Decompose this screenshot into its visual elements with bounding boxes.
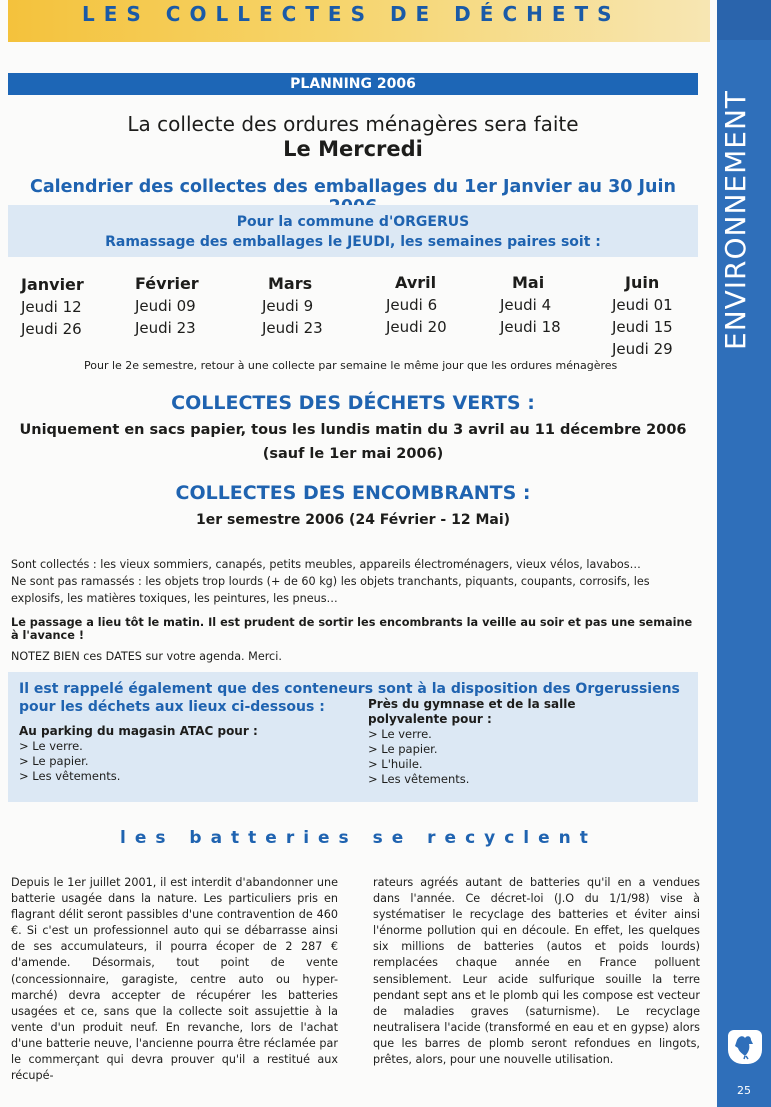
collection-date: Jeudi 01 bbox=[612, 296, 673, 314]
list-item: > Le papier. bbox=[368, 742, 438, 756]
month-column bbox=[135, 273, 199, 339]
batteries-column-2: rateurs agréés autant de batteries qu'il en a vendues dans l'année. Ce décret-loi (J.O du 1/1/98) vise à systématiser le recyclage des batteries et éviter ainsi l'énorme pollution qui en découle. En effet, les quelques six millions de batteries (autos et poids lourds) remplacées chaque année en France polluent sensiblement. Leur acide sulfurique souille la terre pendant sept ans et le plomb qui les compose est vecteur de maladies graves (saturnisme). Le recyclage neutralisera l'acide (transformé en eau et en gypse) alors que les barres de plomb seront refondues en lingots, prêtes, alors, pour une nouvelle utilisation. bbox=[373, 876, 700, 1067]
location-title: Au parking du magasin ATAC pour : bbox=[19, 724, 258, 738]
month-column bbox=[612, 272, 673, 360]
top-banner bbox=[8, 0, 710, 42]
collection-date: Jeudi 26 bbox=[21, 320, 82, 338]
household-day: Le Mercredi bbox=[283, 137, 423, 161]
collected-items: Sont collectés : les vieux sommiers, canapés, petits meubles, appareils électroménagers, vieux vélos, lavabos… bbox=[11, 558, 641, 571]
collection-date: Jeudi 20 bbox=[386, 318, 447, 336]
month-name: Janvier bbox=[21, 275, 84, 294]
green-waste-exception: (sauf le 1er mai 2006) bbox=[262, 446, 444, 462]
batteries-title: les batteries se recyclent bbox=[120, 828, 597, 848]
collection-date: Jeudi 09 bbox=[135, 297, 196, 315]
green-waste-title: COLLECTES DES DÉCHETS VERTS : bbox=[171, 392, 535, 414]
collection-date: Jeudi 18 bbox=[500, 318, 561, 336]
month-column bbox=[500, 272, 561, 338]
containers-heading: Il est rappelé également que des conteneurs sont à la disposition des Orgerussiens pour les déchets aux lieux ci-dessous : bbox=[19, 681, 680, 715]
collection-date: Jeudi 12 bbox=[21, 298, 82, 316]
collection-date: Jeudi 6 bbox=[386, 296, 438, 314]
list-item: > Les vêtements. bbox=[368, 772, 470, 786]
page-title: LES COLLECTES DE DÉCHETS bbox=[82, 2, 621, 26]
batteries-column-1: Depuis le 1er juillet 2001, il est interdit d'abandonner une batterie usagée dans la nature. Les particuliers pris en flagrant délit seront passibles d'une contravention de 460 €. Si c'est un professionnel auto qui se débarrasse ainsi de ses accumulateurs, il pourra écoper de 2 287 € d'amende. Désormais, tout point de vente (concessionnaire, garagiste, centre auto ou hyper-marché) devra accepter de récupérer les batteries usagées et ce, sans que la collecte soit assujettie à la vente d'un produit neuf. En revanche, lors de l'achat d'une batterie neuve, l'ancienne pourra être réclamée par le commerçant qui devra prouver qu'il a restitué aux récupé- bbox=[11, 876, 338, 1083]
month-name: Mai bbox=[512, 273, 545, 292]
month-name: Juin bbox=[625, 273, 660, 292]
collection-date: Jeudi 23 bbox=[262, 319, 323, 337]
collection-date: Jeudi 4 bbox=[500, 296, 552, 314]
collection-date: Jeudi 9 bbox=[262, 297, 314, 315]
packaging-schedule: Ramassage des emballages le JEUDI, les semaines paires soit : bbox=[105, 234, 601, 250]
excluded-items: Ne sont pas ramassés : les objets trop lourds (+ de 60 kg) les objets tranchants, piquants, coupants, corrosifs, les explosifs, les matières toxiques, les peintures, les pneus… bbox=[11, 575, 650, 605]
list-item: > Le papier. bbox=[19, 754, 89, 768]
green-waste-schedule: Uniquement en sacs papier, tous les lundis matin du 3 avril au 11 décembre 2006 bbox=[19, 422, 687, 438]
section-label: ENVIRONNEMENT bbox=[719, 89, 752, 350]
household-line-1: La collecte des ordures ménagères sera faite bbox=[127, 112, 579, 136]
bulky-warning: Le passage a lieu tôt le matin. Il est prudent de sortir les encombrants la veille au soir et pas une semaine à l'avance ! bbox=[11, 616, 693, 642]
bulky-waste-period: 1er semestre 2006 (24 Février - 12 Mai) bbox=[195, 512, 511, 528]
packaging-title: Calendrier des collectes des emballages du 1er Janvier au 30 Juin bbox=[30, 177, 676, 197]
list-item: > Les vêtements. bbox=[19, 769, 121, 783]
month-column bbox=[386, 272, 447, 338]
collection-date: Jeudi 23 bbox=[135, 319, 196, 337]
containers-box bbox=[8, 672, 698, 802]
section-sidebar bbox=[717, 0, 771, 1107]
semester-note: Pour le 2e semestre, retour à une collecte par semaine le même jour que les ordures ménagères bbox=[84, 359, 618, 372]
month-column bbox=[262, 273, 323, 339]
date-reminder: NOTEZ BIEN ces DATES sur votre agenda. Merci. bbox=[11, 650, 282, 663]
gymnasium-location bbox=[368, 697, 598, 787]
packaging-header bbox=[8, 205, 698, 257]
page-number: 25 bbox=[737, 1084, 751, 1097]
collection-date: Jeudi 29 bbox=[612, 340, 673, 358]
month-name: Avril bbox=[395, 273, 437, 292]
rooster-icon bbox=[728, 1030, 762, 1064]
month-column bbox=[21, 274, 84, 340]
packaging-commune: Pour la commune d'ORGERUS bbox=[236, 214, 470, 230]
bulky-details bbox=[11, 556, 701, 607]
sidebar-top-block bbox=[717, 0, 771, 40]
planning-bar: PLANNING 2006 bbox=[8, 73, 698, 95]
month-name: Mars bbox=[268, 274, 313, 293]
list-item: > L'huile. bbox=[368, 757, 423, 771]
bulky-waste-title: COLLECTES DES ENCOMBRANTS : bbox=[175, 482, 531, 504]
list-item: > Le verre. bbox=[19, 739, 83, 753]
location-title: Près du gymnase et de la salle polyvalente pour : bbox=[368, 697, 576, 726]
month-name: Février bbox=[135, 274, 199, 293]
list-item: > Le verre. bbox=[368, 727, 432, 741]
collection-date: Jeudi 15 bbox=[612, 318, 673, 336]
atac-location bbox=[19, 724, 258, 784]
